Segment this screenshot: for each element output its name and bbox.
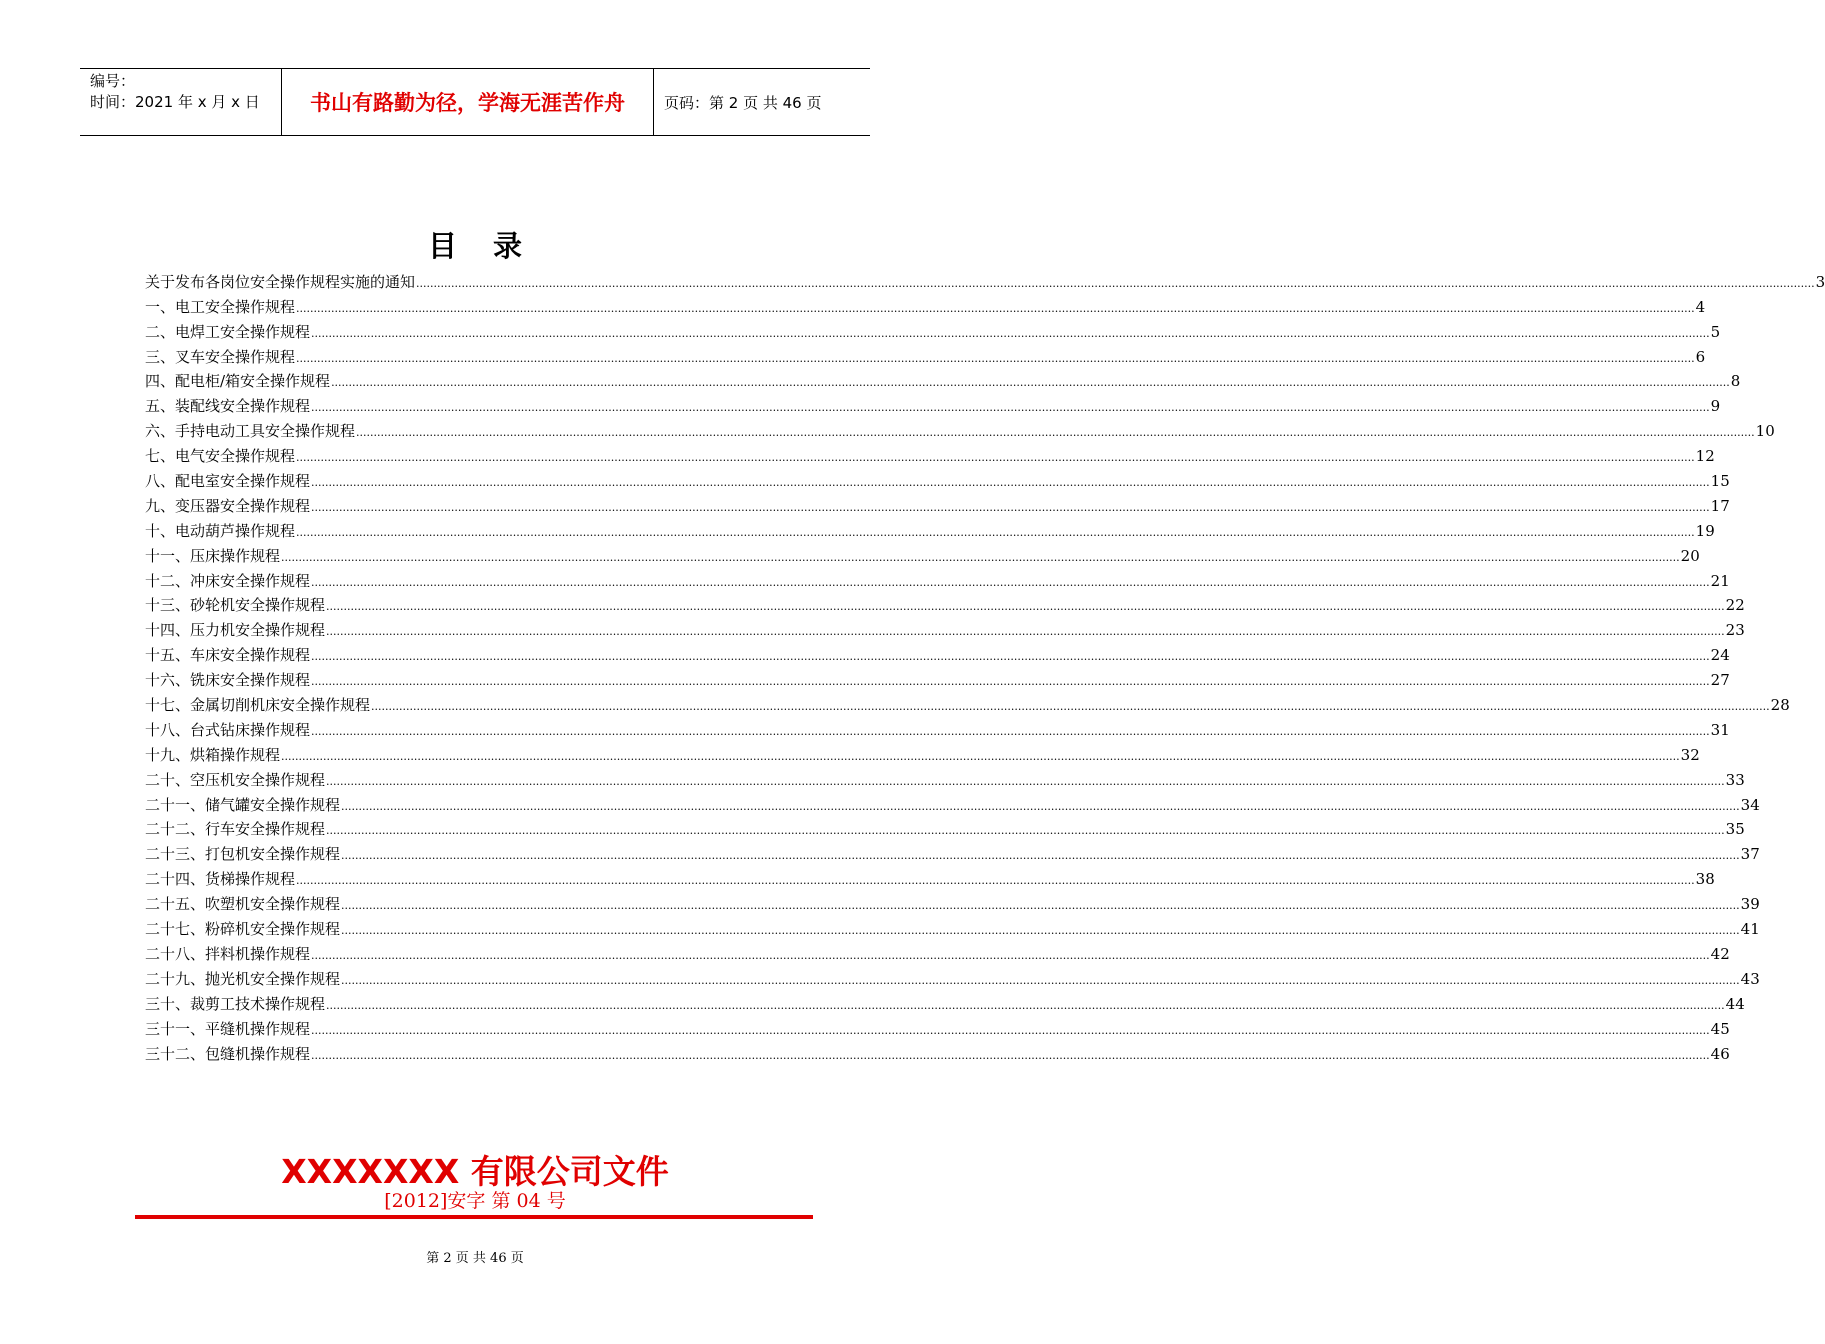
toc-entry-label: 二十、空压机安全操作规程 bbox=[145, 770, 326, 789]
toc-entry[interactable] bbox=[145, 840, 1760, 865]
toc-entry-page: 38 bbox=[1695, 870, 1715, 889]
toc-entry-label: 二十四、货梯操作规程 bbox=[145, 870, 296, 889]
toc-entry-page: 9 bbox=[1710, 397, 1721, 416]
toc-entry-page: 8 bbox=[1730, 372, 1741, 391]
toc-entry-page: 34 bbox=[1740, 795, 1760, 814]
toc-leader-dots: ................................................................................................................................................................................................................................................................................................................................................................................................................ bbox=[326, 600, 1725, 614]
toc-entry[interactable] bbox=[145, 791, 1760, 816]
toc-entry-page: 5 bbox=[1710, 322, 1721, 341]
toc-entry-label: 十三、砂轮机安全操作规程 bbox=[145, 596, 326, 615]
toc-entry[interactable] bbox=[145, 965, 1760, 990]
toc-entry-page: 35 bbox=[1725, 820, 1745, 839]
toc-entry[interactable] bbox=[145, 442, 1715, 467]
toc-leader-dots: ................................................................................................................................................................................................................................................................................................................................................................................................................ bbox=[416, 276, 1815, 290]
toc-entry[interactable] bbox=[145, 691, 1790, 716]
toc-entry-label: 十、电动葫芦操作规程 bbox=[145, 521, 296, 540]
toc-entry-page: 37 bbox=[1740, 845, 1760, 864]
toc-entry-page: 41 bbox=[1740, 920, 1760, 939]
toc-leader-dots: ................................................................................................................................................................................................................................................................................................................................................................................................................ bbox=[281, 749, 1680, 763]
toc-entry-label: 三十、裁剪工技术操作规程 bbox=[145, 994, 326, 1013]
toc-entry-label: 二十三、打包机安全操作规程 bbox=[145, 845, 341, 864]
toc-entry[interactable] bbox=[145, 492, 1730, 517]
toc-entry[interactable] bbox=[145, 816, 1745, 841]
toc-entry-page: 3 bbox=[1815, 272, 1825, 291]
toc-entry-label: 十二、冲床安全操作规程 bbox=[145, 571, 311, 590]
toc-entry[interactable] bbox=[145, 940, 1730, 965]
toc-entry-label: 二十二、行车安全操作规程 bbox=[145, 820, 326, 839]
page-footer: 第 2 页 共 46 页 bbox=[426, 1251, 524, 1266]
toc-entry[interactable] bbox=[145, 865, 1715, 890]
toc-leader-dots: ................................................................................................................................................................................................................................................................................................................................................................................................................ bbox=[311, 675, 1710, 689]
toc-entry-page: 27 bbox=[1710, 671, 1730, 690]
header-motto: 书山有路勤为径，学海无涯苦作舟 bbox=[281, 69, 654, 135]
red-divider bbox=[135, 1215, 813, 1219]
toc-leader-dots: ................................................................................................................................................................................................................................................................................................................................................................................................................ bbox=[311, 1023, 1710, 1037]
toc-entry-label: 二十七、粉碎机安全操作规程 bbox=[145, 920, 341, 939]
toc-entry[interactable] bbox=[145, 766, 1745, 791]
toc-entry[interactable] bbox=[145, 990, 1745, 1015]
toc-entry-page: 17 bbox=[1710, 496, 1730, 515]
toc-entry-page: 4 bbox=[1695, 297, 1706, 316]
toc-leader-dots: ................................................................................................................................................................................................................................................................................................................................................................................................................ bbox=[341, 924, 1740, 938]
toc-leader-dots: ................................................................................................................................................................................................................................................................................................................................................................................................................ bbox=[326, 824, 1725, 838]
toc-entry[interactable] bbox=[145, 542, 1700, 567]
toc-entry-page: 31 bbox=[1710, 720, 1730, 739]
toc-entry[interactable] bbox=[145, 417, 1775, 442]
toc-entry-page: 24 bbox=[1710, 646, 1730, 665]
toc-entry[interactable] bbox=[145, 392, 1721, 417]
company-heading: XXXXXXX 有限公司文件 bbox=[281, 1152, 669, 1191]
toc-entry-label: 十八、台式钻床操作规程 bbox=[145, 720, 311, 739]
toc-leader-dots: ................................................................................................................................................................................................................................................................................................................................................................................................................ bbox=[341, 849, 1740, 863]
time-label: 时间：2021 年 x 月 x 日 bbox=[90, 93, 260, 111]
toc-entry-page: 6 bbox=[1695, 347, 1706, 366]
toc-entry-label: 关于发布各岗位安全操作规程实施的通知 bbox=[145, 272, 416, 291]
toc-entry[interactable] bbox=[145, 467, 1730, 492]
header-page-info: 页码：第 2 页 共 46 页 bbox=[664, 93, 822, 112]
toc-entry-page: 19 bbox=[1695, 521, 1715, 540]
toc-entry-label: 三十二、包缝机操作规程 bbox=[145, 1044, 311, 1063]
toc-entry-label: 二十一、储气罐安全操作规程 bbox=[145, 795, 341, 814]
toc-entry[interactable] bbox=[145, 716, 1730, 741]
table-of-contents bbox=[145, 268, 1825, 1065]
toc-title: 目录 bbox=[427, 229, 558, 263]
toc-leader-dots: ................................................................................................................................................................................................................................................................................................................................................................................................................ bbox=[311, 326, 1710, 340]
toc-entry-page: 33 bbox=[1725, 770, 1745, 789]
toc-entry[interactable] bbox=[145, 567, 1730, 592]
toc-leader-dots: ................................................................................................................................................................................................................................................................................................................................................................................................................ bbox=[356, 426, 1755, 440]
toc-leader-dots: ................................................................................................................................................................................................................................................................................................................................................................................................................ bbox=[326, 998, 1725, 1012]
number-label: 编号： bbox=[90, 72, 136, 90]
toc-entry-page: 10 bbox=[1755, 422, 1775, 441]
toc-entry[interactable] bbox=[145, 616, 1745, 641]
toc-leader-dots: ................................................................................................................................................................................................................................................................................................................................................................................................................ bbox=[281, 550, 1680, 564]
toc-leader-dots: ................................................................................................................................................................................................................................................................................................................................................................................................................ bbox=[371, 700, 1770, 714]
toc-leader-dots: ................................................................................................................................................................................................................................................................................................................................................................................................................ bbox=[341, 899, 1740, 913]
toc-entry[interactable] bbox=[145, 915, 1760, 940]
toc-leader-dots: ................................................................................................................................................................................................................................................................................................................................................................................................................ bbox=[326, 625, 1725, 639]
toc-entry-label: 六、手持电动工具安全操作规程 bbox=[145, 422, 356, 441]
toc-entry-label: 七、电气安全操作规程 bbox=[145, 447, 296, 466]
toc-entry[interactable] bbox=[145, 318, 1721, 343]
toc-leader-dots: ................................................................................................................................................................................................................................................................................................................................................................................................................ bbox=[311, 476, 1710, 490]
toc-entry-page: 22 bbox=[1725, 596, 1745, 615]
toc-leader-dots: ................................................................................................................................................................................................................................................................................................................................................................................................................ bbox=[331, 376, 1730, 390]
toc-entry-label: 十五、车床安全操作规程 bbox=[145, 646, 311, 665]
toc-entry-label: 十六、铣床安全操作规程 bbox=[145, 671, 311, 690]
toc-entry-label: 八、配电室安全操作规程 bbox=[145, 472, 311, 491]
toc-leader-dots: ................................................................................................................................................................................................................................................................................................................................................................................................................ bbox=[326, 774, 1725, 788]
toc-entry-page: 21 bbox=[1710, 571, 1730, 590]
toc-leader-dots: ................................................................................................................................................................................................................................................................................................................................................................................................................ bbox=[341, 799, 1740, 813]
toc-leader-dots: ................................................................................................................................................................................................................................................................................................................................................................................................................ bbox=[296, 525, 1695, 539]
toc-entry-label: 九、变压器安全操作规程 bbox=[145, 496, 311, 515]
toc-leader-dots: ................................................................................................................................................................................................................................................................................................................................................................................................................ bbox=[296, 874, 1695, 888]
toc-entry-label: 二十九、抛光机安全操作规程 bbox=[145, 969, 341, 988]
toc-entry-page: 45 bbox=[1710, 1019, 1730, 1038]
toc-entry[interactable] bbox=[145, 517, 1715, 542]
toc-leader-dots: ................................................................................................................................................................................................................................................................................................................................................................................................................ bbox=[311, 948, 1710, 962]
toc-leader-dots: ................................................................................................................................................................................................................................................................................................................................................................................................................ bbox=[311, 1048, 1710, 1062]
toc-entry-label: 十一、压床操作规程 bbox=[145, 546, 281, 565]
toc-entry-label: 十四、压力机安全操作规程 bbox=[145, 621, 326, 640]
toc-entry[interactable] bbox=[145, 641, 1730, 666]
toc-entry[interactable] bbox=[145, 1015, 1730, 1040]
toc-entry[interactable] bbox=[145, 368, 1741, 393]
toc-entry-label: 四、配电柜/箱安全操作规程 bbox=[145, 372, 331, 391]
toc-entry-label: 二十八、拌料机操作规程 bbox=[145, 944, 311, 963]
toc-leader-dots: ................................................................................................................................................................................................................................................................................................................................................................................................................ bbox=[296, 351, 1695, 365]
toc-leader-dots: ................................................................................................................................................................................................................................................................................................................................................................................................................ bbox=[296, 451, 1695, 465]
toc-entry-page: 28 bbox=[1770, 696, 1790, 715]
toc-entry-page: 23 bbox=[1725, 621, 1745, 640]
toc-entry-page: 43 bbox=[1740, 969, 1760, 988]
toc-entry[interactable] bbox=[145, 1040, 1730, 1065]
toc-entry-label: 二、电焊工安全操作规程 bbox=[145, 322, 311, 341]
toc-leader-dots: ................................................................................................................................................................................................................................................................................................................................................................................................................ bbox=[311, 401, 1710, 415]
toc-entry-page: 44 bbox=[1725, 994, 1745, 1013]
toc-leader-dots: ................................................................................................................................................................................................................................................................................................................................................................................................................ bbox=[296, 301, 1695, 315]
toc-entry[interactable] bbox=[145, 268, 1825, 293]
toc-entry-page: 20 bbox=[1680, 546, 1700, 565]
header-left-cell bbox=[80, 69, 281, 135]
toc-entry[interactable] bbox=[145, 666, 1730, 691]
toc-entry-label: 三、叉车安全操作规程 bbox=[145, 347, 296, 366]
toc-leader-dots: ................................................................................................................................................................................................................................................................................................................................................................................................................ bbox=[311, 650, 1710, 664]
toc-leader-dots: ................................................................................................................................................................................................................................................................................................................................................................................................................ bbox=[311, 500, 1710, 514]
toc-entry-page: 42 bbox=[1710, 944, 1730, 963]
toc-leader-dots: ................................................................................................................................................................................................................................................................................................................................................................................................................ bbox=[311, 575, 1710, 589]
toc-entry-label: 二十五、吹塑机安全操作规程 bbox=[145, 895, 341, 914]
toc-entry-label: 三十一、平缝机操作规程 bbox=[145, 1019, 311, 1038]
toc-entry[interactable] bbox=[145, 890, 1760, 915]
toc-entry-page: 32 bbox=[1680, 745, 1700, 764]
toc-leader-dots: ................................................................................................................................................................................................................................................................................................................................................................................................................ bbox=[311, 724, 1710, 738]
toc-entry[interactable] bbox=[145, 592, 1745, 617]
toc-entry-page: 12 bbox=[1695, 447, 1715, 466]
toc-entry[interactable] bbox=[145, 293, 1706, 318]
doc-number: [2012]安字 第 04 号 bbox=[384, 1190, 566, 1212]
toc-entry-page: 39 bbox=[1740, 895, 1760, 914]
toc-leader-dots: ................................................................................................................................................................................................................................................................................................................................................................................................................ bbox=[341, 973, 1740, 987]
toc-entry-label: 一、电工安全操作规程 bbox=[145, 297, 296, 316]
toc-entry-label: 十七、金属切削机床安全操作规程 bbox=[145, 696, 371, 715]
toc-entry-label: 五、装配线安全操作规程 bbox=[145, 397, 311, 416]
toc-entry-page: 15 bbox=[1710, 472, 1730, 491]
page-header bbox=[80, 68, 870, 136]
toc-entry[interactable] bbox=[145, 343, 1706, 368]
toc-entry-label: 十九、烘箱操作规程 bbox=[145, 745, 281, 764]
toc-entry-page: 46 bbox=[1710, 1044, 1730, 1063]
toc-entry[interactable] bbox=[145, 741, 1700, 766]
